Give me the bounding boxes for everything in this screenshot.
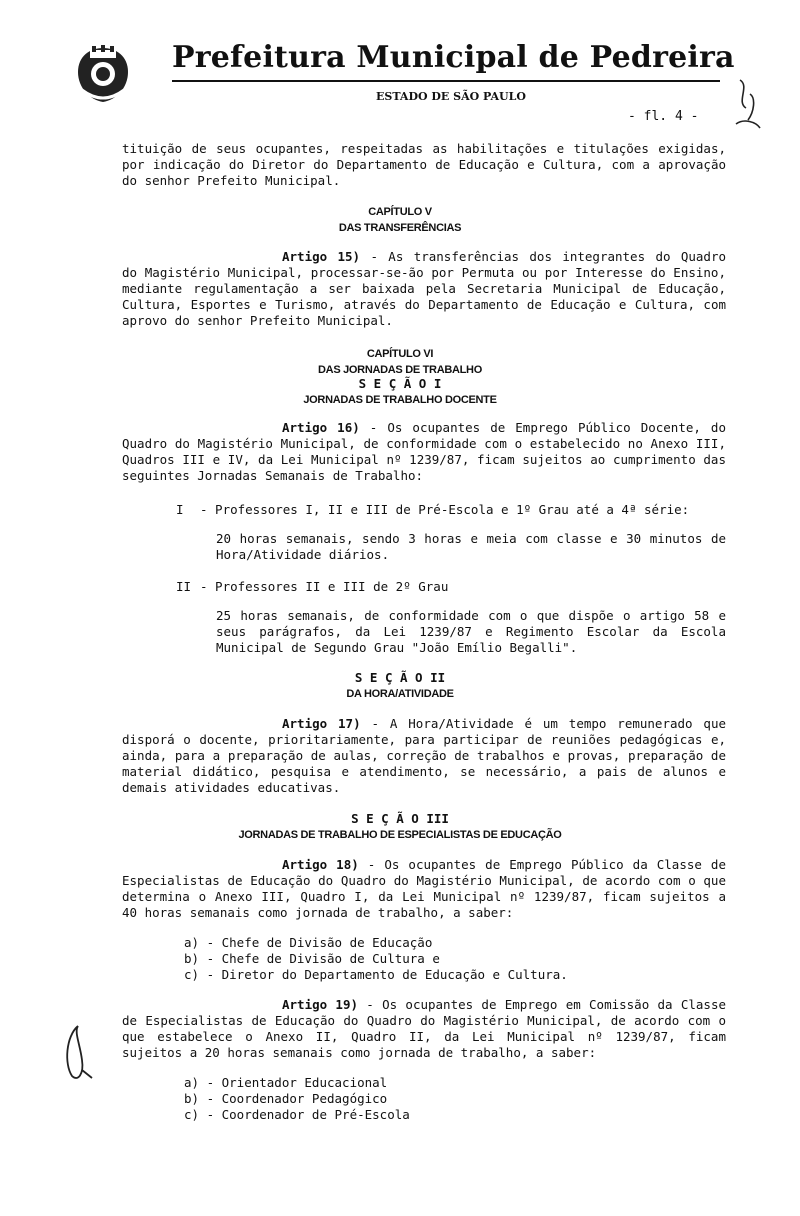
state-subtitle: ESTADO DE SÃO PAULO <box>376 90 526 103</box>
item-i-detail: 20 horas semanais, sendo 3 horas e meia com classe e 30 minutos de Hora/Atividade diários. <box>216 531 726 562</box>
title-underline <box>172 80 720 82</box>
folio-number: - fl. 4 - <box>628 109 699 124</box>
item-ii-text: - Professores II e III de 2º Grau <box>200 579 449 594</box>
article-19-label: Artigo 19) <box>282 997 359 1012</box>
chapter-vi-subtitle: DAS JORNADAS DE TRABALHO <box>318 364 482 376</box>
article-15-paragraph <box>122 249 726 329</box>
section-i-title: S E Ç Ã O I <box>358 376 442 391</box>
section-ii-subtitle: DA HORA/ATIVIDADE <box>346 688 454 700</box>
section-iii-title: S E Ç Ã O III <box>351 811 449 826</box>
list-item: a) - Orientador Educacional <box>184 1075 388 1090</box>
section-iii-subtitle: JORNADAS DE TRABALHO DE ESPECIALISTAS DE EDUCAÇÃO <box>238 829 562 841</box>
article-18-text: - Os ocupantes de Emprego Público da Classe de Especialistas de Educação do Quadro do Magistério Municipal, de acordo com o que determina o Anexo III, Quadro I, da Lei Municipal nº 1239/87, ficam sujeitos a 40 horas semanais como jornada de trabalho, a saber: <box>122 857 726 920</box>
article-15-label: Artigo 15) <box>282 249 361 264</box>
item-ii-number: II <box>176 579 192 594</box>
article-18-label: Artigo 18) <box>282 857 359 872</box>
page-title: Prefeitura Municipal de Pedreira <box>172 40 735 75</box>
intro-paragraph: tituição de seus ocupantes, respeitadas as habilitações e titulações exigidas, por indicação do Diretor do Departamento de Educação e Cultura, com a aprovação do senhor Prefeito Municipal. <box>122 141 726 188</box>
chapter-v-title: CAPÍTULO V <box>368 206 432 218</box>
list-item: b) - Chefe de Divisão de Cultura e <box>184 951 440 966</box>
article-19-text: - Os ocupantes de Emprego em Comissão da Classe de Especialistas de Educação do Quadro do Magistério Municipal, de acordo com o que estabelece o Anexo II, Quadro II, da Lei Municipal nº 1239/87, ficam sujeitos a 20 horas semanais como jornada de trabalho, a saber: <box>122 997 726 1060</box>
chapter-v-subtitle: DAS TRANSFERÊNCIAS <box>338 222 462 234</box>
municipal-seal-icon <box>72 44 134 106</box>
section-ii-title: S E Ç Ã O II <box>354 670 446 685</box>
article-15-text: - As transferências dos integrantes do Quadro do Magistério Municipal, processar-se-ão por Permuta ou por Interesse do Ensino, mediante regulamentação a ser baixada pela Secretaria Municipal de Educação, Cultura, Esportes e Turismo, através do Departamento de Educação e Cultura, com aprovo do senhor Prefeito Municipal. <box>122 249 727 328</box>
item-i-text: - Professores I, II e III de Pré-Escola e 1º Grau até a 4ª série: <box>200 502 690 517</box>
article-16-text: - Os ocupantes de Emprego Público Docente, do Quadro do Magistério Municipal, de conformidade com o estabelecido no Anexo III, Quadros III e IV, da Lei Municipal nº 1239/87, ficam sujeitos ao cumprimento das seguintes Jornadas Semanais de Trabalho: <box>122 420 726 483</box>
list-item: c) - Diretor do Departamento de Educação e Cultura. <box>184 967 568 982</box>
handwritten-margin-mark <box>58 1020 98 1090</box>
article-17-text: - A Hora/Atividade é um tempo remunerado que disporá o docente, prioritariamente, para participar de reuniões pedagógicas e, ainda, para a preparação de aulas, correção de trabalhos e provas, preparação de material didático, pesquisa e atendimento, se necessário, a pais de alunos e demais atividades educativas. <box>122 716 726 795</box>
list-item: c) - Coordenador de Pré-Escola <box>184 1107 410 1122</box>
article-16-label: Artigo 16) <box>282 420 360 435</box>
list-item: b) - Coordenador Pedagógico <box>184 1091 388 1106</box>
article-16-paragraph <box>122 420 726 484</box>
list-item: a) - Chefe de Divisão de Educação <box>184 935 433 950</box>
section-i-subtitle: JORNADAS DE TRABALHO DOCENTE <box>303 394 497 406</box>
article-17-label: Artigo 17) <box>282 716 361 731</box>
item-i-number: I <box>176 502 184 517</box>
article-17-paragraph <box>122 716 726 796</box>
chapter-vi-title: CAPÍTULO VI <box>366 348 434 360</box>
article-18-paragraph <box>122 857 726 921</box>
item-ii-detail: 25 horas semanais, de conformidade com o que dispõe o artigo 58 e seus parágrafos, da Lei 1239/87 e Regimento Escolar da Escola Municipal de Segundo Grau "João Emílio Begalli". <box>216 608 726 655</box>
article-19-paragraph <box>122 997 726 1061</box>
handwritten-initial-mark <box>720 72 770 142</box>
